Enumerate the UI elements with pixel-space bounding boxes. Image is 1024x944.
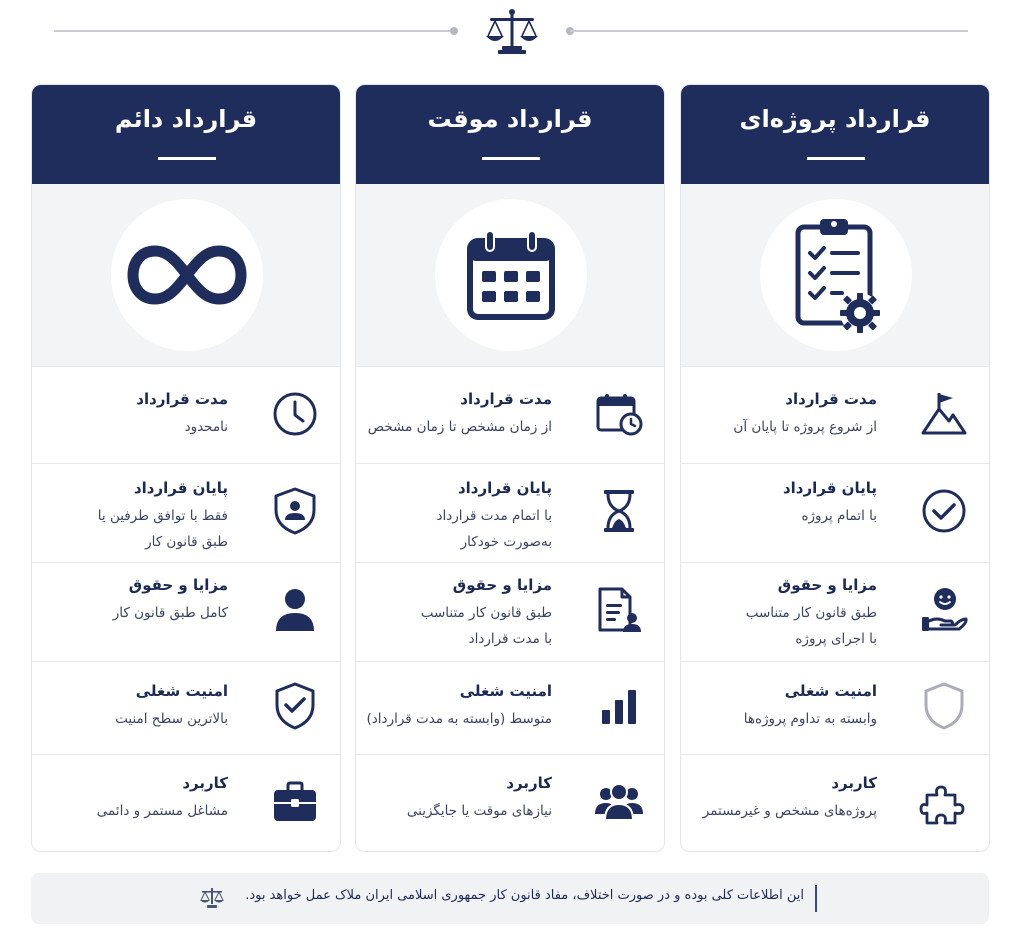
row-value: کامل طبق قانون کار (112, 605, 228, 621)
document-user-icon (594, 585, 644, 635)
row-label: مدت قرارداد (136, 390, 228, 408)
card-title: قرارداد پروژه‌ای (739, 105, 931, 133)
hourglass-icon (594, 486, 644, 536)
card-title: قرارداد دائم (114, 105, 258, 133)
row-text (366, 772, 552, 824)
row-text (366, 388, 552, 440)
row-termination (681, 463, 989, 562)
row-text (42, 680, 228, 732)
hero-zone (32, 184, 340, 366)
row-text (366, 477, 552, 555)
row-value: طبق قانون کار متناسب با اجرای پروژه (745, 605, 877, 647)
row-usage (681, 754, 989, 852)
row-text (691, 477, 877, 529)
shield-outline-icon (919, 681, 969, 731)
row-label: مدت قرارداد (785, 390, 877, 408)
hero-zone (356, 184, 664, 366)
row-text (691, 388, 877, 440)
card-header (681, 85, 989, 184)
row-value: از زمان مشخص تا زمان مشخص (367, 419, 552, 435)
hero-circle (760, 199, 912, 351)
briefcase-icon (270, 777, 320, 827)
row-label: کاربرد (831, 774, 877, 792)
hand-smile-icon (919, 585, 969, 635)
row-text (42, 388, 228, 440)
row-usage (356, 754, 664, 852)
row-value: نامحدود (184, 419, 228, 435)
balance-scale-icon (199, 886, 225, 910)
puzzle-icon (919, 777, 969, 827)
row-label: کاربرد (182, 774, 228, 792)
row-value: با اتمام مدت قرارداد به‌صورت خودکار (436, 508, 552, 550)
row-job-security (681, 661, 989, 754)
footer-note: این اطلاعات کلی بوده و در صورت اختلاف، مفاد قانون کار جمهوری اسلامی ایران ملاک عمل خواهد بود. (245, 888, 804, 903)
header-dot-left (450, 27, 458, 35)
title-underline (482, 157, 540, 160)
row-job-security (32, 661, 340, 754)
row-label: امنیت شغلی (784, 682, 877, 700)
row-duration (681, 366, 989, 463)
row-value: طبق قانون کار متناسب با مدت قرارداد (420, 605, 552, 647)
header-divider-left (54, 30, 454, 32)
row-text (691, 772, 877, 824)
calendar-icon (466, 229, 556, 321)
card-permanent-contract (31, 84, 341, 852)
row-termination (356, 463, 664, 562)
row-termination (32, 463, 340, 562)
row-duration (32, 366, 340, 463)
row-value: وابسته به تداوم پروژه‌ها (743, 711, 877, 727)
card-temporary-contract (355, 84, 665, 852)
shield-check-icon (270, 681, 320, 731)
row-job-security (356, 661, 664, 754)
row-value: با اتمام پروژه (801, 508, 877, 524)
row-text (366, 574, 552, 652)
card-header (32, 85, 340, 184)
row-benefits (356, 562, 664, 661)
row-duration (356, 366, 664, 463)
footer-accent-line (815, 885, 817, 912)
infinity-icon (127, 243, 247, 307)
row-value: پروژه‌های مشخص و غیرمستمر (702, 803, 877, 819)
row-label: امنیت شغلی (459, 682, 552, 700)
row-label: پایان قرارداد (457, 479, 552, 497)
card-title: قرارداد موقت (427, 105, 593, 133)
row-label: مزایا و حقوق (452, 576, 552, 594)
check-circle-icon (919, 486, 969, 536)
title-underline (807, 157, 865, 160)
row-label: مزایا و حقوق (128, 576, 228, 594)
row-value: نیازهای موقت یا جایگزینی (406, 803, 552, 819)
row-value: از شروع پروژه تا پایان آن (733, 419, 877, 435)
row-text (366, 680, 552, 732)
row-benefits (681, 562, 989, 661)
row-label: مدت قرارداد (460, 390, 552, 408)
card-header (356, 85, 664, 184)
row-benefits (32, 562, 340, 661)
bar-chart-icon (594, 681, 644, 731)
row-value: بالاترین سطح امنیت (115, 711, 228, 727)
row-label: امنیت شغلی (135, 682, 228, 700)
row-text (691, 574, 877, 652)
hero-circle (111, 199, 263, 351)
row-text (42, 772, 228, 824)
top-header (0, 0, 1024, 70)
header-divider-right (570, 30, 968, 32)
clipboard-checklist-gear-icon (788, 215, 884, 335)
card-project-contract (680, 84, 990, 852)
clock-icon (270, 389, 320, 439)
row-text (691, 680, 877, 732)
row-text (42, 477, 228, 555)
row-usage (32, 754, 340, 852)
calendar-clock-icon (594, 389, 644, 439)
user-icon (270, 585, 320, 635)
hero-circle (435, 199, 587, 351)
row-value: فقط با توافق طرفین یا طبق قانون کار (97, 508, 228, 550)
mountain-flag-icon (919, 389, 969, 439)
footer-note-bar (31, 873, 989, 924)
row-label: پایان قرارداد (782, 479, 877, 497)
row-label: مزایا و حقوق (777, 576, 877, 594)
row-text (42, 574, 228, 626)
group-icon (594, 777, 644, 827)
title-underline (158, 157, 216, 160)
row-value: مشاغل مستمر و دائمی (96, 803, 228, 819)
hero-zone (681, 184, 989, 366)
row-label: کاربرد (506, 774, 552, 792)
row-label: پایان قرارداد (133, 479, 228, 497)
balance-scale-icon (484, 6, 540, 58)
row-value: متوسط (وابسته به مدت قرارداد) (366, 711, 552, 727)
shield-user-icon (270, 486, 320, 536)
